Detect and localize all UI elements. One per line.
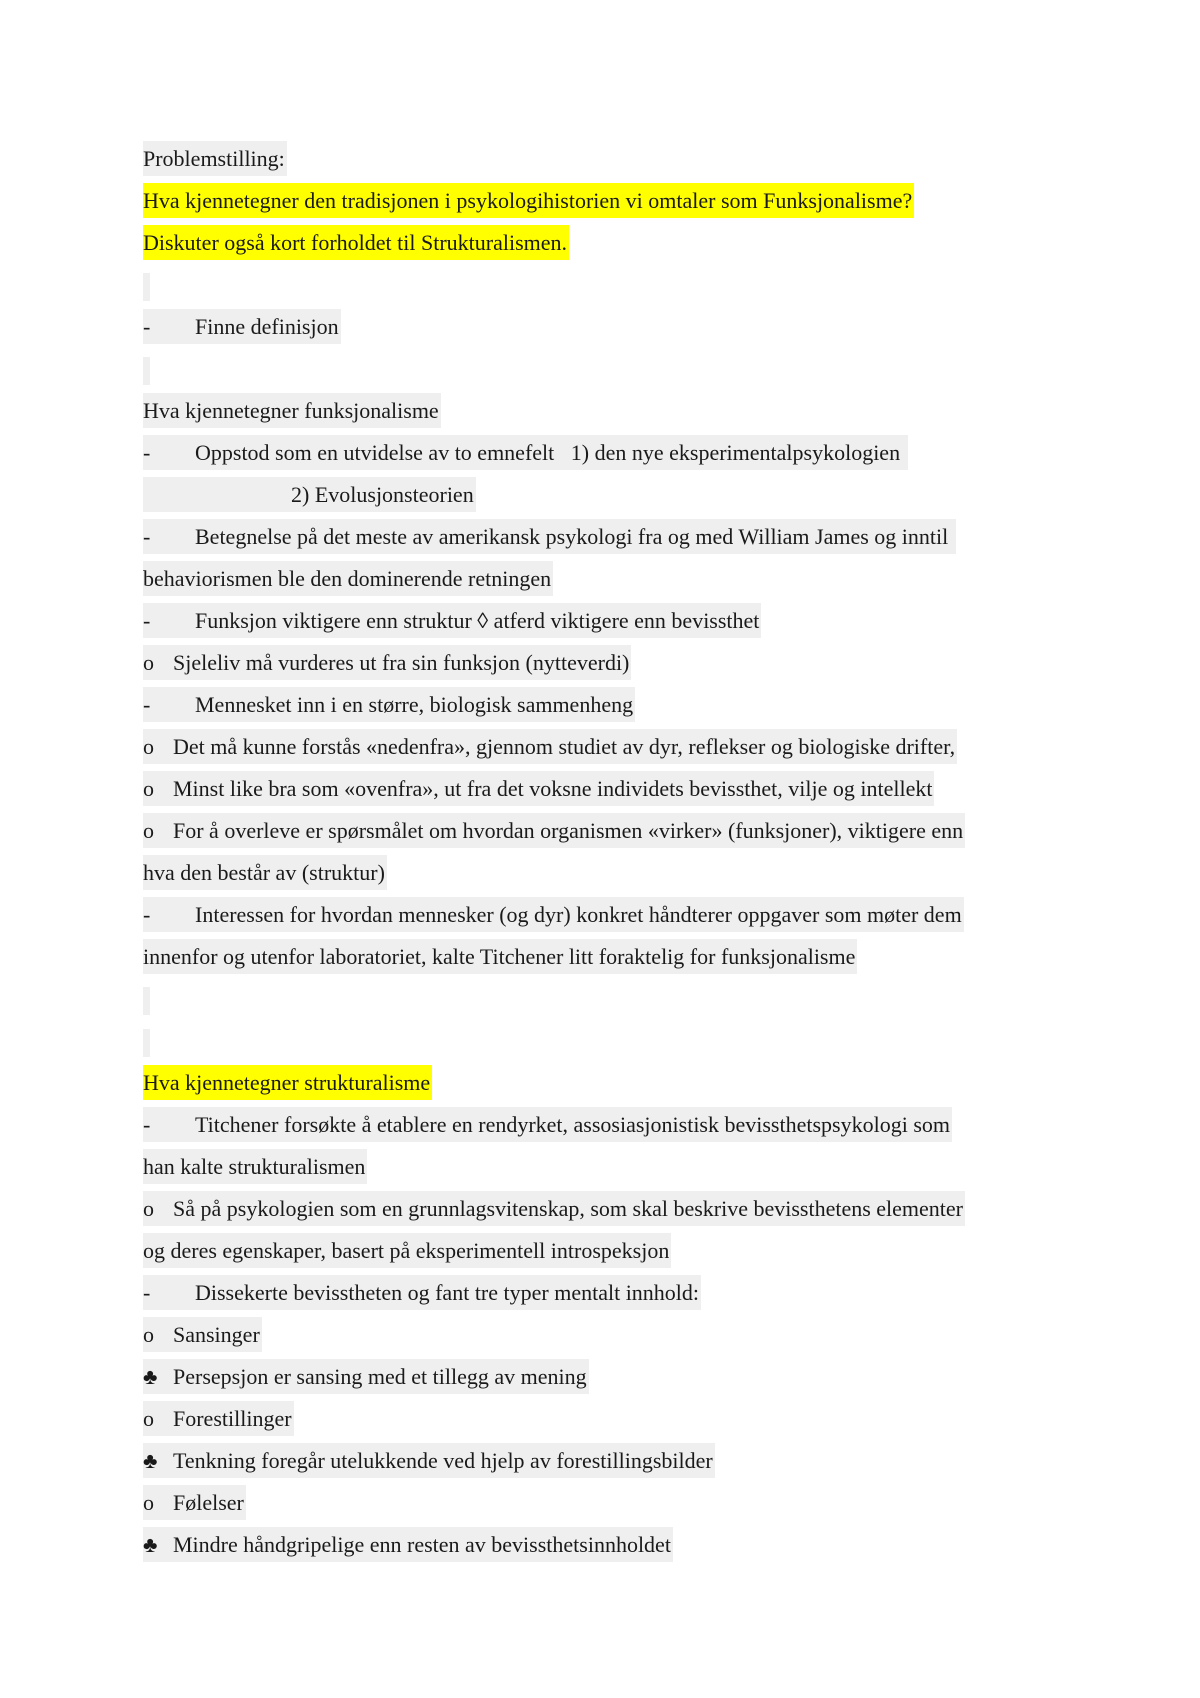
func-item-2-line2: behaviorismen ble den dominerende retningen — [143, 561, 553, 596]
circle-bullet: o — [143, 1490, 154, 1515]
list-item-continuation — [143, 1146, 1083, 1188]
list-item-continuation — [143, 1230, 1083, 1272]
empty-paragraph-mark — [143, 987, 150, 1015]
dash-bullet: - — [143, 524, 151, 549]
list-item — [143, 894, 1083, 936]
func-item-1-cont: 2) Evolusjonsteorien — [291, 482, 474, 507]
document-page — [143, 138, 1083, 1566]
struct-item-1-line1: Titchener forsøkte å etablere en rendyrket, assosiasjonistisk bevissthetspsykologi som — [195, 1112, 951, 1137]
list-item — [143, 642, 1083, 684]
list-item — [143, 306, 1083, 348]
struct-item-2-b: Forestillinger — [173, 1406, 292, 1431]
empty-line — [143, 1020, 1083, 1062]
circle-bullet: o — [143, 818, 154, 843]
empty-paragraph-mark — [143, 273, 150, 301]
func-item-1-part1: Oppstod som en utvidelse av to emnefelt — [195, 440, 555, 465]
list-item — [143, 1356, 1083, 1398]
definition-item: Finne definisjon — [195, 314, 339, 339]
question-text-2: Diskuter også kort forholdet til Strukturalismen. — [143, 225, 569, 260]
dash-bullet: - — [143, 608, 151, 633]
dash-bullet: - — [143, 314, 151, 339]
func-item-3-sub: Sjeleliv må vurderes ut fra sin funksjon (nytteverdi) — [173, 650, 630, 675]
func-item-4-sub1: Det må kunne forstås «nedenfra», gjennom studiet av dyr, reflekser og biologiske drifter, — [173, 734, 956, 759]
dash-bullet: - — [143, 1280, 151, 1305]
circle-bullet: o — [143, 776, 154, 801]
list-item — [143, 1188, 1083, 1230]
func-item-5-line1: Interessen for hvordan mennesker (og dyr) konkret håndterer oppgaver som møter dem — [195, 902, 962, 927]
dash-bullet: - — [143, 692, 151, 717]
circle-bullet: o — [143, 734, 154, 759]
struct-item-1-sub-line2: og deres egenskaper, basert på eksperimentell introspeksjon — [143, 1233, 671, 1268]
list-item — [143, 1314, 1083, 1356]
list-item — [143, 1440, 1083, 1482]
question-line-1 — [143, 180, 1083, 222]
list-item-continuation — [143, 936, 1083, 978]
struct-item-2-a: Sansinger — [173, 1322, 260, 1347]
func-item-5-line2: innenfor og utenfor laboratoriet, kalte Titchener litt foraktelig for funksjonalisme — [143, 939, 857, 974]
func-item-4-sub2: Minst like bra som «ovenfra», ut fra det voksne individets bevissthet, vilje og intellekt — [173, 776, 933, 801]
functionalism-heading: Hva kjennetegner funksjonalisme — [143, 393, 441, 428]
list-item — [143, 726, 1083, 768]
dash-bullet: - — [143, 1112, 151, 1137]
circle-bullet: o — [143, 1322, 154, 1347]
empty-line — [143, 348, 1083, 390]
empty-paragraph-mark — [143, 1029, 150, 1057]
func-item-2-line1: Betegnelse på det meste av amerikansk psykologi fra og med William James og inntil — [195, 524, 949, 549]
club-bullet-icon: ♣ — [143, 1448, 158, 1473]
list-item — [143, 684, 1083, 726]
struct-item-2: Dissekerte bevisstheten og fant tre typer mentalt innhold: — [195, 1280, 700, 1305]
list-item — [143, 1272, 1083, 1314]
struct-item-2-b1: Tenkning foregår utelukkende ved hjelp av forestillingsbilder — [173, 1448, 713, 1473]
list-item-continuation — [143, 558, 1083, 600]
list-item — [143, 600, 1083, 642]
func-item-4-sub3-line1: For å overleve er spørsmålet om hvordan organismen «virker» (funksjoner), viktigere enn — [173, 818, 964, 843]
list-item-continuation — [143, 852, 1083, 894]
circle-bullet: o — [143, 1196, 154, 1221]
list-item — [143, 1398, 1083, 1440]
empty-line — [143, 978, 1083, 1020]
dash-bullet: - — [143, 902, 151, 927]
list-item — [143, 516, 1083, 558]
list-item — [143, 810, 1083, 852]
list-item-continuation — [143, 474, 1083, 516]
struct-item-1-sub-line1: Så på psykologien som en grunnlagsvitenskap, som skal beskrive bevissthetens elementer — [173, 1196, 964, 1221]
func-item-1-part2: 1) den nye eksperimentalpsykologien — [570, 440, 901, 465]
struct-item-2-c: Følelser — [173, 1490, 244, 1515]
structuralism-heading: Hva kjennetegner strukturalisme — [143, 1065, 432, 1100]
func-item-4: Mennesket inn i en større, biologisk sammenheng — [195, 692, 634, 717]
club-bullet-icon: ♣ — [143, 1532, 158, 1557]
struct-item-2-a1: Persepsjon er sansing med et tillegg av mening — [173, 1364, 587, 1389]
func-item-4-sub3-line2: hva den består av (struktur) — [143, 855, 387, 890]
question-line-2 — [143, 222, 1083, 264]
question-text-1: Hva kjennetegner den tradisjonen i psykologihistorien vi omtaler som Funksjonalisme? — [143, 183, 914, 218]
struct-item-1-line2: han kalte strukturalismen — [143, 1149, 367, 1184]
list-item — [143, 1104, 1083, 1146]
list-item — [143, 1524, 1083, 1566]
problem-label-line — [143, 138, 1083, 180]
struct-heading-line — [143, 1062, 1083, 1104]
empty-line — [143, 264, 1083, 306]
dash-bullet: - — [143, 440, 151, 465]
struct-item-2-c1: Mindre håndgripelige enn resten av bevissthetsinnholdet — [173, 1532, 671, 1557]
circle-bullet: o — [143, 650, 154, 675]
club-bullet-icon: ♣ — [143, 1364, 158, 1389]
circle-bullet: o — [143, 1406, 154, 1431]
func-heading-line — [143, 390, 1083, 432]
func-item-3: Funksjon viktigere enn struktur ◊ atferd viktigere enn bevissthet — [195, 608, 760, 633]
list-item — [143, 432, 1083, 474]
list-item — [143, 1482, 1083, 1524]
problem-label: Problemstilling: — [143, 141, 287, 176]
empty-paragraph-mark — [143, 357, 150, 385]
list-item — [143, 768, 1083, 810]
